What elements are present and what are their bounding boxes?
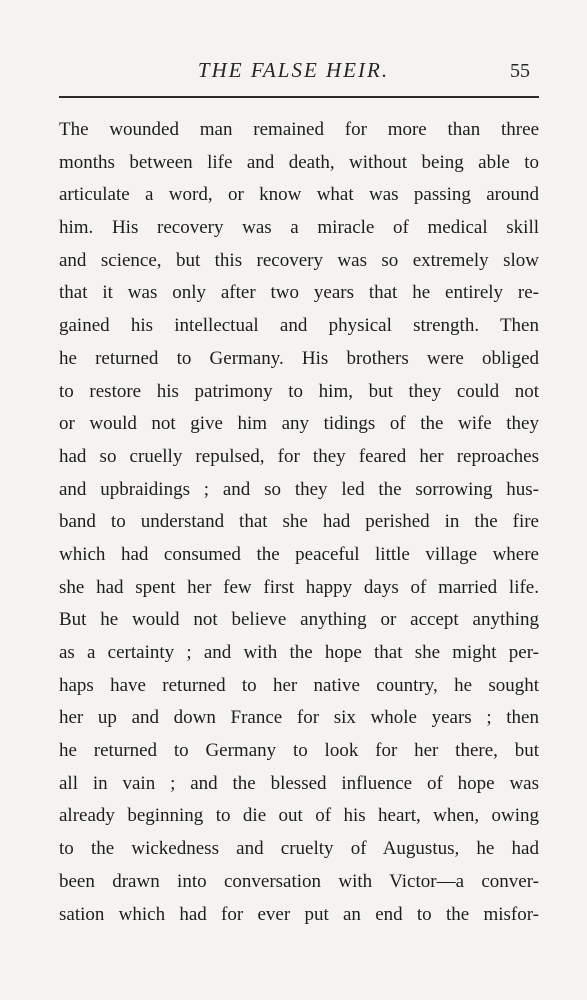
text-line: or would not give him any tidings of the wife they: [59, 413, 539, 435]
text-line: she had spent her few first happy days of married life.: [59, 576, 539, 598]
text-line: to the wickedness and cruelty of Augustus, he had: [59, 838, 539, 860]
text-line: had so cruelly repulsed, for they feared her reproaches: [59, 445, 539, 467]
text-line: sation which had for ever put an end to the misfor-: [59, 903, 539, 925]
text-line: gained his intellectual and physical strength. Then: [59, 315, 539, 337]
text-line: haps have returned to her native country, he sought: [59, 674, 539, 696]
text-line: But he would not believe anything or accept anything: [59, 609, 539, 631]
text-line: he returned to Germany to look for her there, but: [59, 740, 539, 762]
text-line: as a certainty ; and with the hope that she might per-: [59, 642, 539, 663]
text-line: been drawn into conversation with Victor—a conver-: [59, 870, 539, 892]
text-line: he returned to Germany. His brothers were obliged: [59, 347, 539, 369]
text-line: her up and down France for six whole years ; then: [59, 707, 539, 729]
text-line: which had consumed the peaceful little village where: [59, 543, 539, 565]
body-text: [59, 114, 539, 931]
text-line: to restore his patrimony to him, but they could not: [59, 380, 539, 402]
text-line: articulate a word, or know what was passing around: [59, 184, 539, 206]
running-head: [0, 58, 587, 86]
text-line: months between life and death, without being able to: [59, 151, 539, 173]
text-line: The wounded man remained for more than three: [59, 119, 539, 140]
text-line: that it was only after two years that he entirely re-: [59, 282, 539, 304]
running-head-title: THE FALSE HEIR.: [197, 58, 390, 82]
text-line: already beginning to die out of his heart, when, owing: [59, 805, 539, 827]
text-line: all in vain ; and the blessed influence of hope was: [59, 772, 539, 794]
page-number: 55: [510, 60, 530, 82]
header-rule: [59, 96, 539, 98]
text-line: him. His recovery was a miracle of medical skill: [59, 217, 539, 239]
text-line: and science, but this recovery was so extremely slow: [59, 249, 539, 271]
text-line: and upbraidings ; and so they led the sorrowing hus-: [59, 478, 539, 500]
text-line: band to understand that she had perished in the fire: [59, 511, 539, 533]
